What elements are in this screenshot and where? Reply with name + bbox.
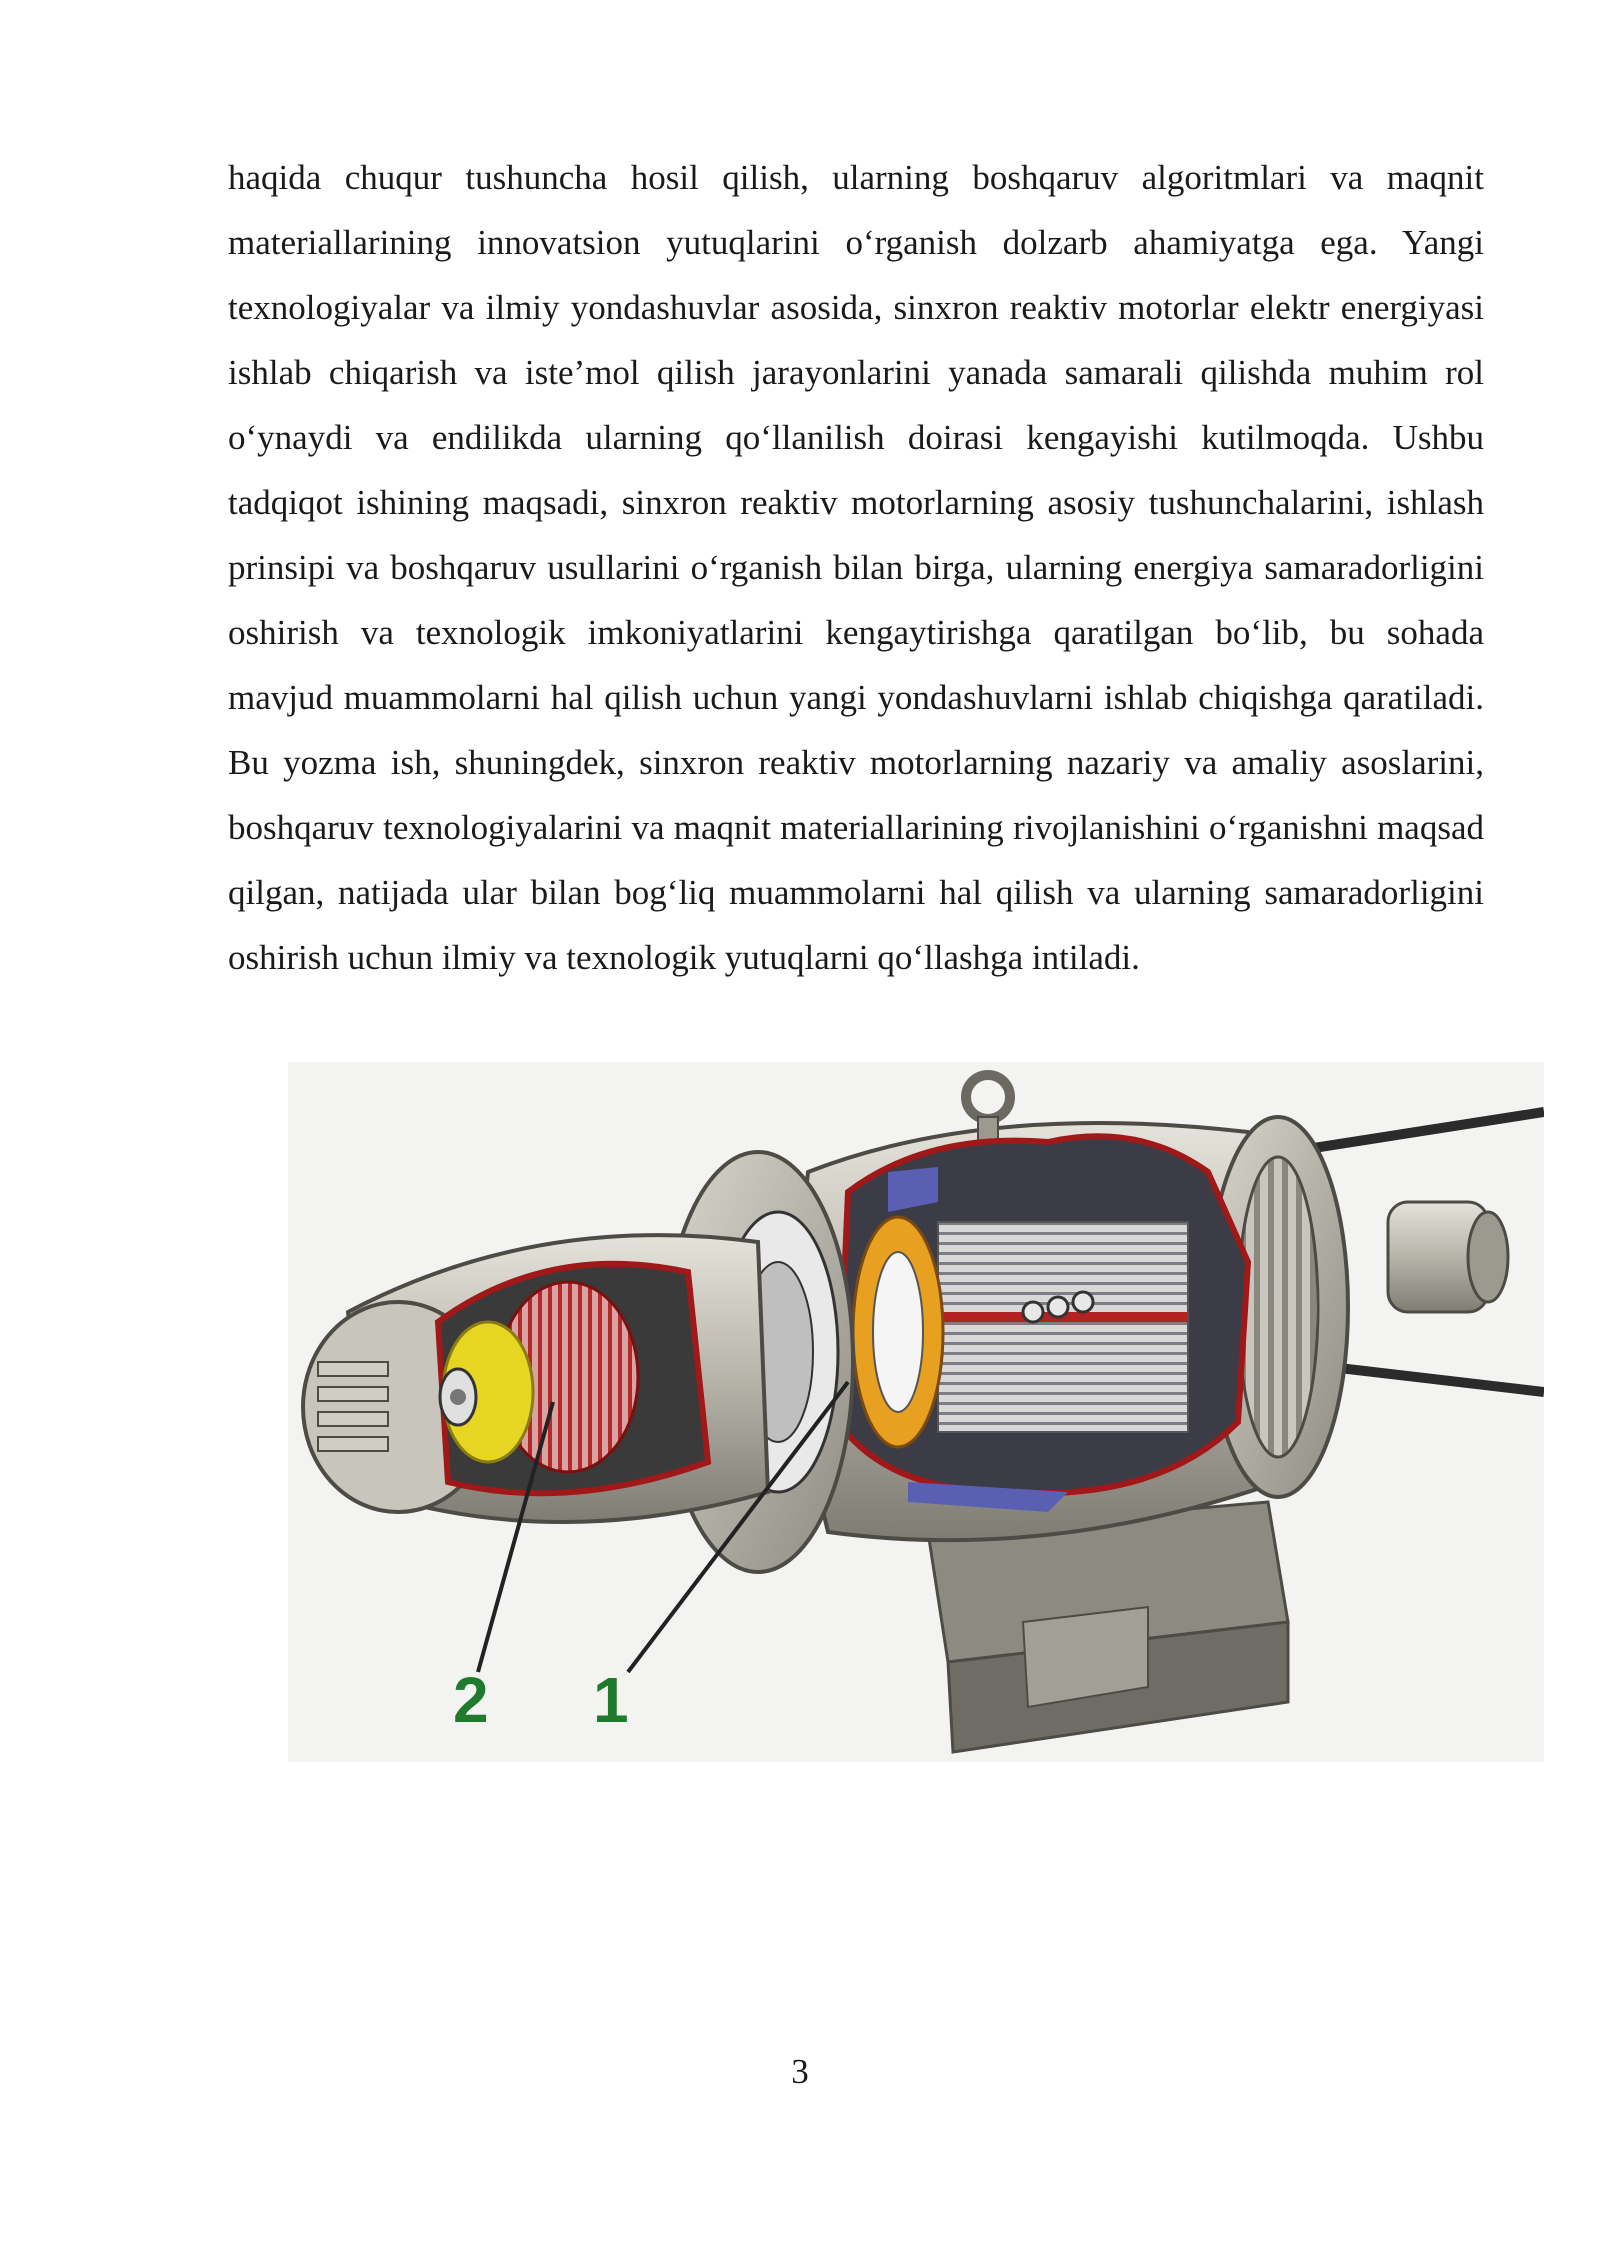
stator-cutaway xyxy=(838,1136,1248,1512)
exciter-housing xyxy=(303,1235,768,1522)
page-number: 3 xyxy=(791,2052,809,2091)
figure-label-1: 1 xyxy=(593,1664,629,1736)
figure-label-2: 2 xyxy=(453,1664,489,1736)
motor-illustration xyxy=(288,1062,1544,1762)
body-paragraph: haqida chuqur tushuncha hosil qilish, ularning boshqaruv algoritmlari va maqnit materiallarining innovatsion yutuqlarini o‘rganish dolzarb ahamiyatga ega. Yangi texnologiyalar va ilmiy yondashuvlar asosida, sinxron reaktiv motorlar elektr energiyasi ishlab chiqarish va iste’mol qilish jarayonlarini yanada samarali qilishda muhim rol o‘ynaydi va endilikda ularning qo‘llanilish doirasi kengayishi kutilmoqda. Ushbu tadqiqot ishining maqsadi, sinxron reaktiv motorlarning asosiy tushunchalarini, ishlash prinsipi va boshqaruv usullarini o‘rganish bilan birga, ularning energiya samaradorligini oshirish va texnologik imkoniyatlarini kengaytirishga qaratilgan bo‘lib, bu sohada mavjud muammolarni hal qilish uchun yangi yondashuvlarni ishlab chiqishga qaratiladi. Bu yozma ish, shuningdek, sinxron reaktiv motorlarning nazariy va amaliy asoslarini, boshqaruv texnologiyalarini va maqnit materiallarining rivojlanishini o‘rganishni maqsad qilgan, natijada ular bilan bog‘liq muammolarni hal qilish va ularning samaradorligini oshirish uchun ilmiy va texnologik yutuqlarni qo‘llashga intiladi. xyxy=(228,158,1484,977)
motor-cutaway-figure xyxy=(288,1062,1544,1762)
